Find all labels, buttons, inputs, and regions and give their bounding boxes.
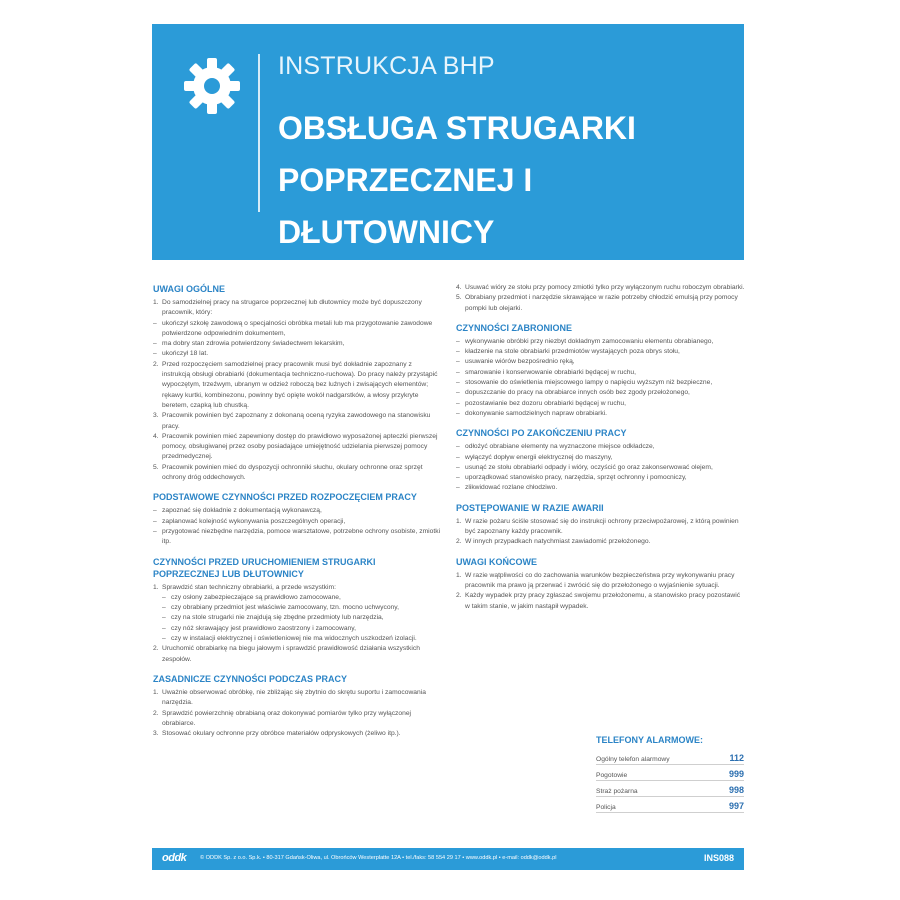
bullet-item	[456, 357, 746, 367]
item-text: pozostawianie bez dozoru obrabiarki będącej w ruchu,	[465, 399, 626, 407]
bullet-item	[456, 473, 746, 483]
section-czynnosci-przed-uruchomieniem-strugarki-poprzecznej-lub-dlutownicy	[153, 556, 441, 665]
section-podstawowe-czynnosci-przed-rozpoczeciem-pracy	[153, 491, 441, 547]
item-number: 1.	[153, 583, 159, 591]
item-number: 1.	[153, 688, 159, 696]
item-text: czy nóż skrawający jest prawidłowo zaostrzony i zamocowany,	[171, 624, 356, 632]
item-number: 2.	[153, 645, 159, 653]
item-text: ukończył 18 lat.	[162, 350, 209, 358]
item-text: wyłączyć dopływ energii elektrycznej do maszyny,	[465, 453, 613, 461]
item-text: czy obrabiany przedmiot jest właściwie zamocowany, tzn. mocno uchwycony,	[171, 604, 399, 612]
item-text: Każdy wypadek przy pracy zgłaszać swojemu przełożonemu, a stanowisko pracy pozostawić w takim stanie, w jakim nastąpił wypadek.	[465, 592, 741, 610]
section-heading: CZYNNOŚCI PO ZAKOŃCZENIU PRACY	[456, 428, 627, 439]
bullet-item	[153, 319, 441, 340]
item-text: zaplanować kolejność wykonywania poszczególnych operacji,	[162, 517, 346, 525]
bullet-item	[153, 349, 441, 359]
item-text: Pracownik powinien mieć do dyspozycji ochronniki słuchu, okulary ochronne oraz sprzęt ochrony dróg oddechowych.	[162, 463, 423, 482]
item-text: W razie pożaru ściśle stosować się do instrukcji ochrony przeciwpożarowej, z którą powinien być zapoznany każdy pracownik.	[465, 517, 739, 536]
bullet-item	[162, 603, 441, 613]
header-divider	[258, 54, 260, 212]
header-banner	[152, 24, 744, 260]
doc-kicker: INSTRUKCJA BHP	[278, 52, 495, 80]
numbered-item	[153, 432, 441, 463]
item-text: Pracownik powinien mieć zapewniony dostęp do prawidłowo wyposażonej apteczki pierwszej pomocy, obsługiwanej przez osoby posiadające umiejętność udzielania pierwszej pomocy przedmedycznej.	[162, 432, 438, 461]
bullet-item	[162, 624, 441, 634]
oddk-logo: oddk	[162, 852, 187, 864]
numbered-item	[153, 360, 441, 411]
section-uwagi-ogolne	[153, 283, 441, 483]
phone-label: Ogólny telefon alarmowy	[596, 756, 670, 763]
item-text: W razie wątpliwości co do zachowania warunków bezpieczeństwa przy wykonywaniu pracy pracownik ma prawo ją przerwać i zwrócić się do przełożonego o wyjaśnienie sytuacji.	[465, 571, 735, 589]
item-text: czy na stole strugarki nie znajdują się zbędne przedmioty lub narzędzia,	[171, 614, 384, 622]
item-text: czy osłony zabezpieczające są prawidłowo zamocowane,	[171, 593, 341, 601]
item-text: smarowanie i konserwowanie obrabiarki będącej w ruchu,	[465, 368, 636, 376]
section-continued	[456, 283, 746, 314]
item-text: Sprawdzić stan techniczny obrabiarki, a przede wszystkim:	[162, 583, 336, 591]
item-text: przygotować niezbędne narzędzia, pomoce warsztatowe, potrzebne ochrony osobiste, zmiotki itp.	[162, 527, 441, 546]
bullet-item	[456, 378, 746, 388]
item-number: 4.	[456, 284, 462, 291]
item-text: uporządkować stanowisko pracy, narzędzia, sprzęt ochronny i pomocniczy,	[465, 474, 687, 482]
footer-address: © ODDK Sp. z o.o. Sp.k. • 80-317 Gdańsk-Oliwa, ul. Obrońców Westerplatte 12A • tel./faks: 58 554 29 17 • www.oddk.pl • e-mail: oddk@oddk.pl	[200, 855, 557, 861]
numbered-item	[456, 517, 746, 538]
item-number: 2.	[456, 592, 462, 600]
section-heading: UWAGI KOŃCOWE	[456, 556, 537, 567]
item-text: wykonywanie obróbki przy niezbyt dokładnym zamocowaniu elementu obrabianego,	[465, 337, 714, 345]
numbered-item	[153, 688, 441, 709]
document-code: INS088	[703, 853, 734, 863]
item-number: 1.	[456, 571, 462, 579]
item-text: czy w instalacji elektrycznej i oświetleniowej nie ma widocznych uszkodzeń izolacji.	[171, 635, 417, 643]
numbered-item	[153, 411, 441, 432]
item-number: 5.	[456, 294, 462, 302]
bullet-item	[153, 527, 441, 548]
item-text: Sprawdzić powierzchnię obrabianą oraz dokonywać pomiarów tylko przy wyłączonej obrabiarce.	[162, 709, 412, 727]
bullet-item	[456, 453, 746, 463]
bullet-item	[153, 339, 441, 349]
phone-label: Pogotowie	[596, 772, 628, 779]
gear-icon	[182, 56, 242, 116]
bullet-item	[456, 442, 746, 452]
numbered-item	[456, 591, 746, 612]
phone-number: 999	[728, 769, 744, 779]
numbered-item	[153, 298, 441, 319]
bullet-item	[162, 634, 441, 644]
section-postepowanie-w-razie-awarii	[456, 502, 746, 548]
item-text: zapoznać się dokładnie z dokumentacją wykonawczą,	[162, 507, 322, 515]
numbered-item	[153, 644, 441, 665]
item-text: dokonywanie samodzielnych napraw obrabiarki.	[465, 409, 608, 417]
item-text: ukończył szkołę zawodową o specjalności obróbka metali lub ma przygotowanie zawodowe potwierdzone odpowiednim dokumentem,	[162, 319, 433, 337]
phone-row	[596, 749, 744, 765]
item-text: Uruchomić obrabiarkę na biegu jałowym i sprawdzić prawidłowość działania wszystkich zespołów.	[162, 645, 420, 663]
item-text: usuwanie wiórów bezpośrednio ręką,	[465, 358, 575, 366]
phone-number: 998	[728, 785, 744, 795]
item-text: Usuwać wióry ze stołu przy pomocy zmiotki tylko przy wyłączonym ruchu roboczym obrabiarki.	[465, 284, 745, 291]
item-text: Uważnie obserwować obróbkę, nie zbliżając się zbytnio do skrętu suportu i zamocowania narzędzia.	[162, 688, 426, 707]
item-text: Obrabiany przedmiot i narzędzie skrawające w razie potrzeby chłodzić emulsją przy pomocy pompki lub olejarki.	[465, 294, 738, 312]
footer-bar	[152, 848, 744, 870]
emergency-phones	[596, 735, 744, 813]
numbered-item	[153, 709, 441, 730]
section-czynnosci-po-zakonczeniu-pracy	[456, 427, 746, 493]
phone-row	[596, 765, 744, 781]
bullet-item	[456, 368, 746, 378]
section-heading: CZYNNOŚCI PRZED URUCHOMIENIEM STRUGARKI POPRZECZNEJ LUB DŁUTOWNICY	[153, 556, 376, 579]
phone-label: Straż pożarna	[596, 788, 638, 795]
bullet-item	[456, 388, 746, 398]
section-czynnosci-zabronione	[456, 322, 746, 419]
item-text: Stosować okulary ochronne przy obróbce materiałów odpryskowych (żeliwo itp.).	[162, 730, 401, 738]
numbered-item	[153, 463, 441, 484]
bullet-item	[456, 463, 746, 473]
bullet-item	[162, 613, 441, 623]
item-text: odłożyć obrabiane elementy na wyznaczone miejsce odkładcze,	[465, 443, 655, 451]
numbered-item	[456, 283, 746, 293]
phone-row	[596, 797, 744, 813]
phone-row	[596, 781, 744, 797]
section-heading: POSTĘPOWANIE W RAZIE AWARII	[456, 502, 604, 513]
section-heading: UWAGI OGÓLNE	[153, 284, 225, 294]
numbered-item	[456, 571, 746, 592]
item-number: 4.	[153, 432, 159, 440]
numbered-item	[153, 729, 441, 739]
bullet-item	[153, 506, 441, 516]
left-column	[153, 283, 441, 747]
item-number: 2.	[153, 360, 159, 368]
item-number: 1.	[456, 517, 462, 525]
phone-number: 112	[729, 753, 744, 763]
item-text: Przed rozpoczęciem samodzielnej pracy pracownik musi być dokładnie zapoznany z instrukcją obsługi obrabiarki (dokumentacja techniczno-ruchowa). Do pracy należy przystąpić wypoczętym, trzeźwym, ubranym w odzież roboczą bez luźnych i zwisających elementów; rękawy kurtki, kombinezonu, powinny być opięte wokół nadgarstków, a włosy przykryte beretem, czapką lub chustką.	[162, 360, 438, 409]
section-uwagi-koncowe	[456, 556, 746, 612]
phone-label: Policja	[596, 804, 616, 811]
item-number: 3.	[153, 412, 159, 420]
item-number: 2.	[153, 709, 159, 717]
phone-number: 997	[728, 801, 744, 811]
item-text: Do samodzielnej pracy na strugarce poprzecznej lub dłutownicy może być dopuszczony pracownik, który:	[162, 299, 422, 317]
item-text: dopuszczanie do pracy na obrabiarce innych osób bez zgody przełożonego,	[465, 389, 690, 397]
item-text: zlikwidować rozlane chłodziwo.	[465, 484, 558, 492]
phones-title: TELEFONY ALARMOWE:	[596, 735, 703, 745]
item-text: Pracownik powinien być zapoznany z dokonaną oceną ryzyka zawodowego na stanowisku pracy.	[162, 412, 431, 430]
item-text: W innych przypadkach natychmiast zawiadomić przełożonego.	[465, 538, 651, 546]
bullet-item	[456, 347, 746, 357]
numbered-item	[456, 293, 746, 314]
bullet-item	[162, 593, 441, 603]
numbered-item	[456, 537, 746, 547]
section-heading: CZYNNOŚCI ZABRONIONE	[456, 322, 573, 333]
item-text: usunąć ze stołu obrabiarki odpady i wióry, oczyścić go oraz zakonserwować olejem,	[465, 463, 713, 471]
numbered-item	[153, 583, 441, 593]
item-number: 2.	[456, 538, 462, 546]
item-number: 5.	[153, 463, 159, 471]
section-heading: ZASADNICZE CZYNNOŚCI PODCZAS PRACY	[153, 673, 348, 684]
right-column	[456, 283, 746, 620]
section-heading: PODSTAWOWE CZYNNOŚCI PRZED ROZPOCZĘCIEM PRACY	[153, 492, 417, 503]
item-text: ma dobry stan zdrowia potwierdzony świadectwem lekarskim,	[162, 340, 345, 348]
bullet-item	[456, 399, 746, 409]
item-text: kładzenie na stole obrabiarki przedmiotów wystających poza obrys stołu,	[465, 348, 680, 356]
item-number: 1.	[153, 299, 159, 306]
item-text: stosowanie do oświetlenia miejscowego lampy o napięciu wyższym niż bezpieczne,	[465, 379, 713, 387]
phones-list	[596, 749, 744, 813]
bullet-item	[153, 517, 441, 527]
bullet-item	[456, 409, 746, 419]
bullet-item	[456, 337, 746, 347]
section-zasadnicze-czynnosci-podczas-pracy	[153, 673, 441, 739]
doc-title: OBSŁUGA STRUGARKI POPRZECZNEJ I DŁUTOWNICY	[278, 110, 636, 250]
bullet-item	[456, 483, 746, 493]
item-number: 3.	[153, 730, 159, 738]
